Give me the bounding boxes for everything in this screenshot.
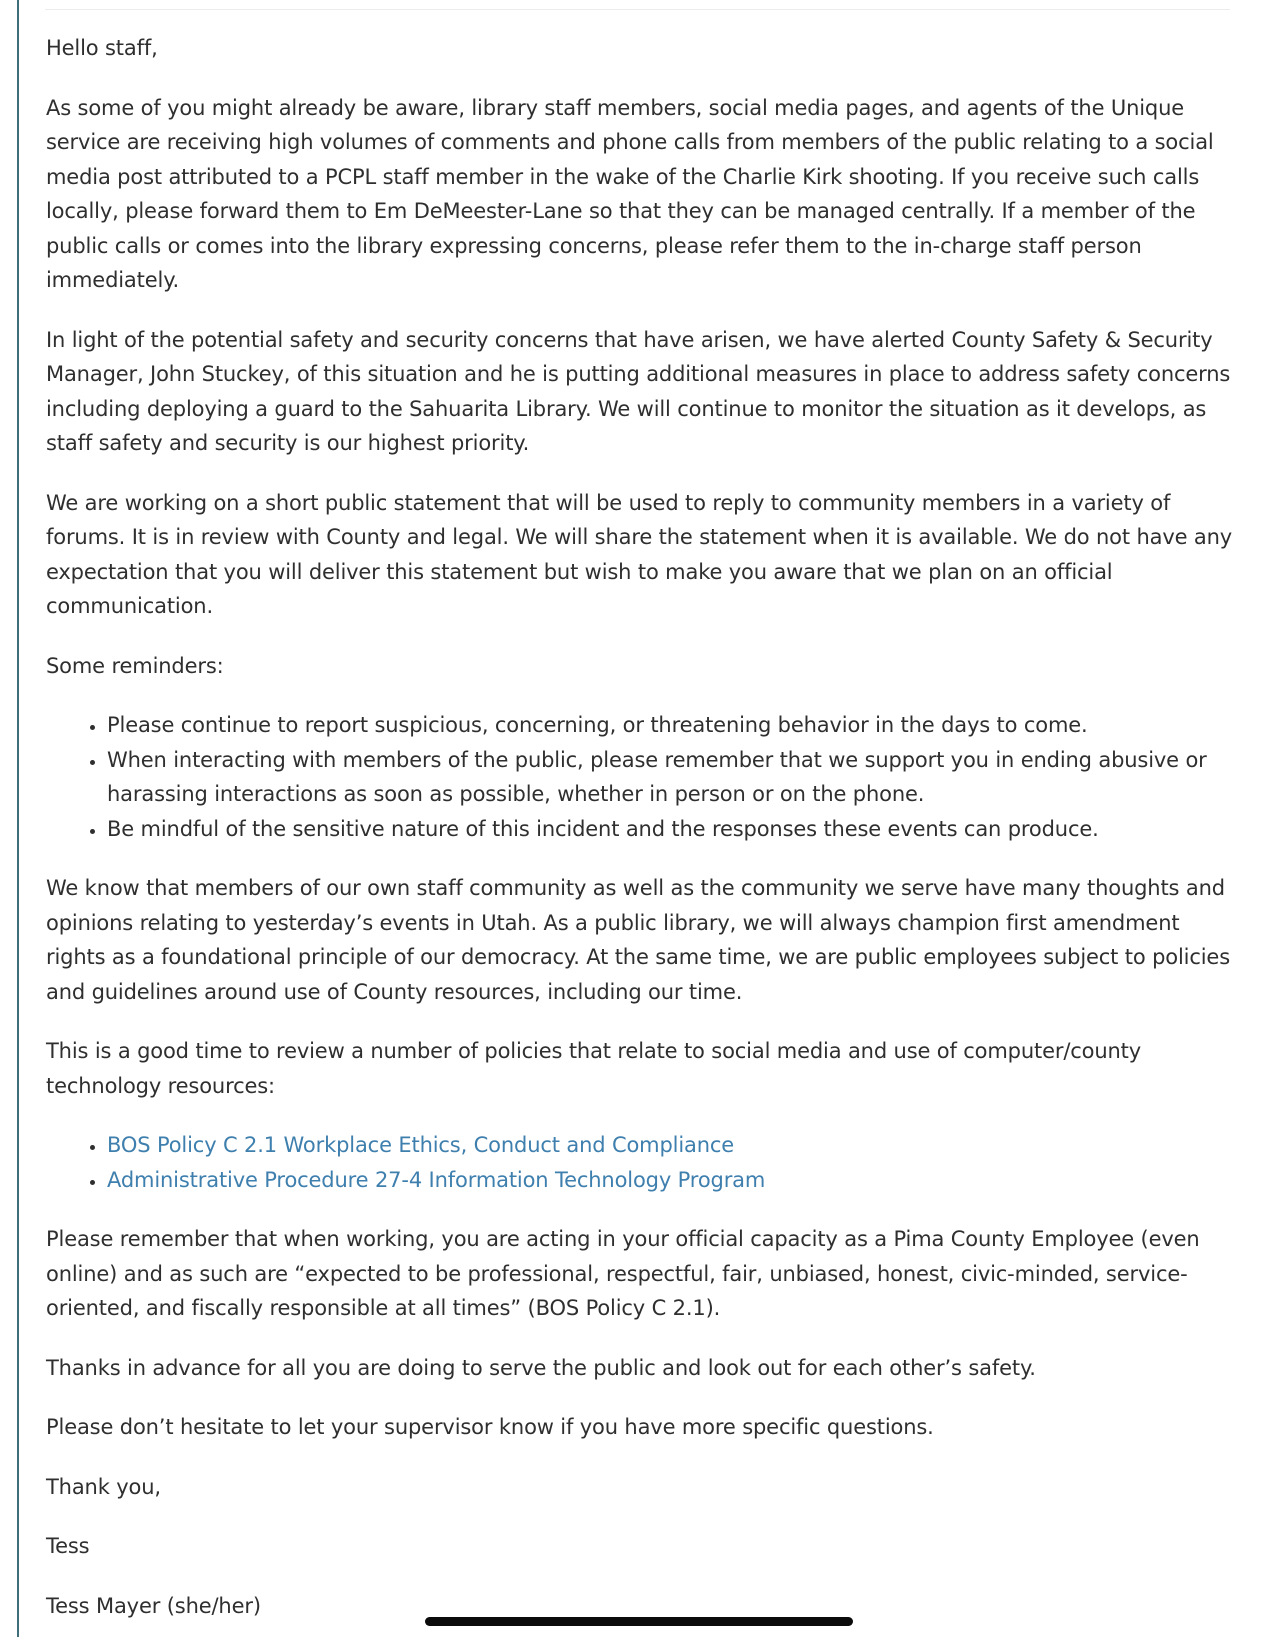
list-item: • When interacting with members of the public, please remember that we support you in ending abusive or harassing interactions as soon as possible, whether in person or on the phone. <box>107 743 1236 812</box>
policy-link-admin-27-4[interactable]: Administrative Procedure 27-4 Information Technology Program <box>107 1167 766 1192</box>
paragraph-intro-calls: As some of you might already be aware, library staff members, social media pages, and agents of the Unique service are receiving high volumes of comments and phone calls from members of the public relating to a social media post attributed to a PCPL staff member in the wake of the Charlie Kirk shooting. If you receive such calls locally, please forward them to Em DeMeester-Lane so that they can be managed centrally. If a member of the public calls or comes into the library expressing concerns, please refer them to the in-charge staff person immediately. <box>46 95 1214 292</box>
email-body <box>46 31 1236 1648</box>
paragraph-public-statement: We are working on a short public statement that will be used to reply to community members in a variety of forums. It is in review with County and legal. We will share the statement when it is available. We do not have any expectation that you will deliver this statement but wish to make you aware that we plan on an official communication. <box>46 490 1233 618</box>
paragraph-official-capacity: Please remember that when working, you are acting in your official capacity as a Pima County Employee (even online) and as such are “expected to be professional, respectful, fair, unbiased, honest, civic-minded, service-oriented, and fiscally responsible at all times” (BOS Policy C 2.1). <box>46 1227 1200 1320</box>
quote-left-border <box>17 0 19 1637</box>
paragraph-questions: Please don’t hesitate to let your supervisor know if you have more specific questions. <box>46 1415 934 1439</box>
policy-link-bos-c21[interactable]: BOS Policy C 2.1 Workplace Ethics, Conduct and Compliance <box>107 1133 735 1157</box>
signature-first-name: Tess <box>46 1534 90 1558</box>
signature-full-name: Tess Mayer (she/her) <box>46 1593 261 1618</box>
reminders-heading: Some reminders: <box>46 653 224 678</box>
list-item: • Be mindful of the sensitive nature of this incident and the responses these events can produce. <box>107 812 1236 847</box>
paragraph-safety-security: In light of the potential safety and security concerns that have arisen, we have alerted County Safety & Security Manager, John Stuckey, of this situation and he is putting additional measures in place to address safety concerns including deploying a guard to the Sahuarita Library. We will continue to monitor the situation as it develops, as staff safety and security is our highest priority. <box>46 327 1231 455</box>
list-item: • Please continue to report suspicious, concerning, or threatening behavior in the days to come. <box>107 708 1236 743</box>
top-divider <box>45 9 1230 10</box>
greeting: Hello staff, <box>46 36 158 60</box>
paragraph-thanks: Thanks in advance for all you are doing to serve the public and look out for each other’s safety. <box>46 1355 1036 1380</box>
home-indicator-bar[interactable] <box>425 1617 853 1626</box>
list-item <box>107 1163 1236 1198</box>
paragraph-opinions: We know that members of our own staff community as well as the community we serve have many thoughts and opinions relating to yesterday’s events in Utah. As a public library, we will always champion first amendment rights as a foundational principle of our democracy. At the same time, we are public employees subject to policies and guidelines around use of County resources, including our time. <box>46 876 1230 1004</box>
reminders-list <box>46 708 1236 846</box>
policy-links-list <box>46 1128 1236 1197</box>
policies-intro: This is a good time to review a number of policies that relate to social media and use of computer/county technology resources: <box>46 1039 1142 1098</box>
list-item <box>107 1128 1236 1163</box>
closing: Thank you, <box>46 1474 161 1499</box>
